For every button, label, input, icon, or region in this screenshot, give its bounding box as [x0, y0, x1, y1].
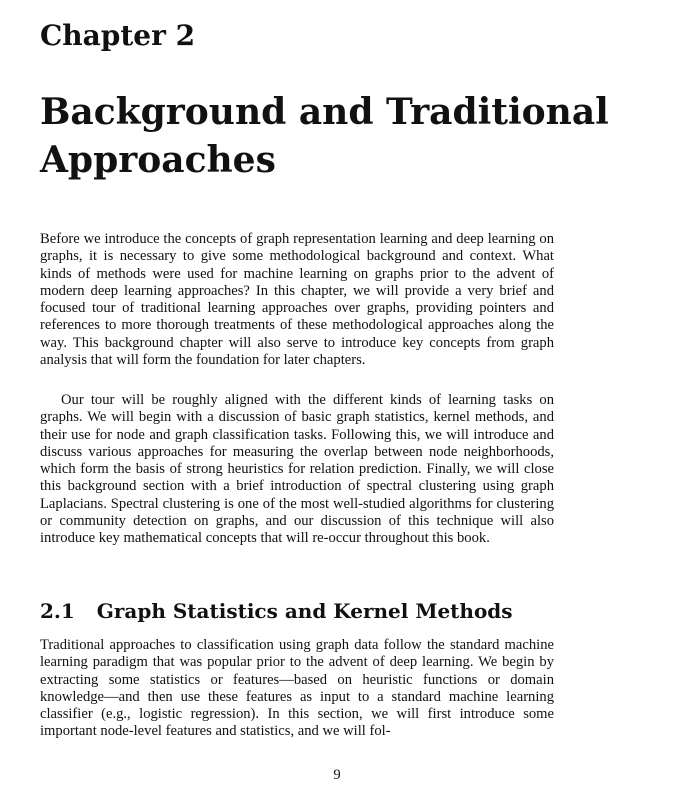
- section-title: Graph Statistics and Kernel Methods: [96, 599, 513, 623]
- chapter-label: Chapter 2: [40, 19, 196, 52]
- page-number: 9: [333, 767, 341, 783]
- section-heading: [40, 598, 513, 624]
- section-paragraph: Traditional approaches to classification using graph data follow the standard machine learning paradigm that was popular prior to the advent of deep learning. We begin by extracting some statistics or features—based on heuristic functions or domain knowledge—and then use these features as input to a standard machine learning classifier (e.g., logistic regression). In this section, we will first introduce some important node-level features and statistics, and we will fol-: [40, 637, 554, 740]
- intro-paragraph-1: Before we introduce the concepts of graph representation learning and deep learning on graphs, it is necessary to give some methodological background and context. What kinds of methods were used for machine learning on graphs prior to the advent of modern deep learning approaches? In this chapter, we will provide a very brief and focused tour of traditional learning approaches over graphs, providing pointers and references to more thorough treatments of these methodological approaches along the way. This background chapter will also serve to introduce key concepts from graph analysis that will form the foundation for later chapters.: [40, 231, 554, 369]
- intro-paragraph-2: Our tour will be roughly aligned with the different kinds of learning tasks on graphs. We will begin with a discussion of basic graph statistics, kernel methods, and their use for node and graph classification tasks. Following this, we will introduce and discuss various approaches for measuring the overlap between node neighborhoods, which form the basis of strong heuristics for relation prediction. Finally, we will close this background section with a brief introduction of spectral clustering using graph Laplacians. Spectral clustering is one of the most well-studied algorithms for clustering or community detection on graphs, and our discussion of this technique will also introduce key mathematical concepts that will re-occur throughout this book.: [40, 392, 554, 547]
- chapter-title: Background and Traditional Approaches: [40, 91, 609, 181]
- section-number: 2.1: [40, 599, 75, 623]
